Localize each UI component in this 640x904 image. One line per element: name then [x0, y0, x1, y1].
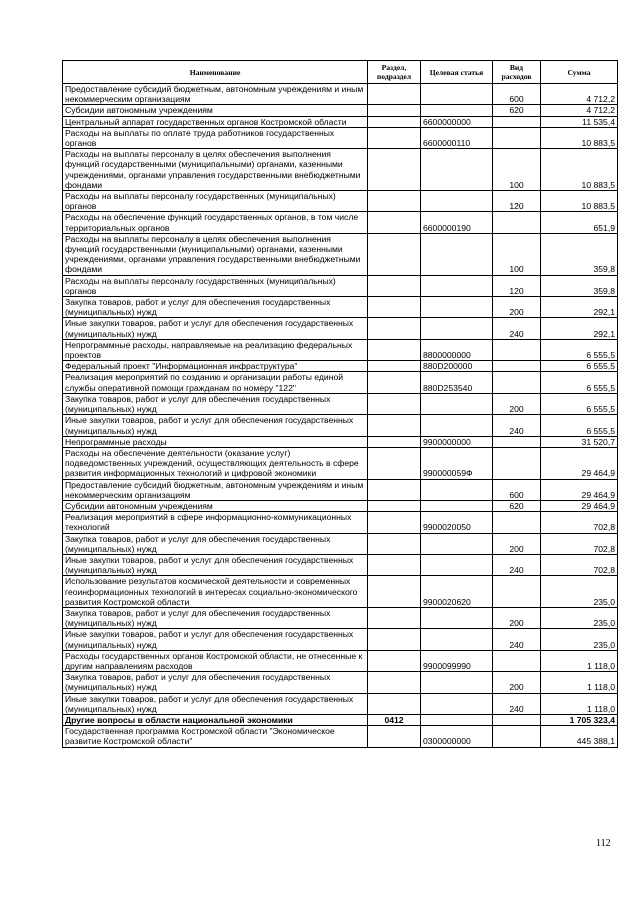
cell-target	[421, 693, 493, 714]
cell-section	[368, 726, 421, 747]
table-row	[63, 650, 618, 671]
cell-target	[421, 233, 493, 275]
cell-vid	[493, 576, 541, 608]
cell-sum: 10 883,5	[541, 127, 618, 148]
cell-vid: 240	[493, 693, 541, 714]
cell-target: 6600000110	[421, 127, 493, 148]
table-row	[63, 576, 618, 608]
cell-name: Иные закупки товаров, работ и услуг для обеспечения государственных (муниципальных) нужд	[63, 318, 368, 339]
cell-sum: 359,8	[541, 233, 618, 275]
cell-section	[368, 436, 421, 447]
cell-section	[368, 339, 421, 360]
table-row	[63, 339, 618, 360]
cell-vid: 200	[493, 607, 541, 628]
cell-target	[421, 533, 493, 554]
cell-target	[421, 607, 493, 628]
cell-vid	[493, 361, 541, 372]
cell-target	[421, 714, 493, 725]
cell-name: Закупка товаров, работ и услуг для обеспечения государственных (муниципальных) нужд	[63, 393, 368, 414]
table-row	[63, 149, 618, 191]
table-row	[63, 447, 618, 479]
cell-name: Государственная программа Костромской области "Экономическое развитие Костромской области"	[63, 726, 368, 747]
header-section: Раздел, подраздел	[368, 61, 421, 84]
cell-sum: 6 555,5	[541, 372, 618, 393]
table-row	[63, 607, 618, 628]
cell-section	[368, 512, 421, 533]
cell-target: 6600000190	[421, 212, 493, 233]
cell-sum: 235,0	[541, 576, 618, 608]
cell-target	[421, 318, 493, 339]
cell-name: Предоставление субсидий бюджетным, автономным учреждениям и иным некоммерческим организациям	[63, 479, 368, 500]
cell-vid: 600	[493, 479, 541, 500]
cell-sum: 4 712,2	[541, 84, 618, 105]
cell-section	[368, 500, 421, 511]
cell-section	[368, 607, 421, 628]
header-target: Целевая статья	[421, 61, 493, 84]
cell-name: Федеральный проект "Информационная инфраструктура"	[63, 361, 368, 372]
cell-target: 9900000000	[421, 436, 493, 447]
cell-target: 9900020050	[421, 512, 493, 533]
cell-vid: 200	[493, 393, 541, 414]
table-header-row	[63, 61, 618, 84]
cell-vid: 120	[493, 191, 541, 212]
table-row	[63, 512, 618, 533]
table-row	[63, 672, 618, 693]
cell-target	[421, 672, 493, 693]
cell-section	[368, 672, 421, 693]
cell-section	[368, 372, 421, 393]
cell-sum: 6 555,5	[541, 339, 618, 360]
cell-vid: 200	[493, 297, 541, 318]
table-row	[63, 212, 618, 233]
cell-sum: 6 555,5	[541, 415, 618, 436]
cell-vid: 240	[493, 629, 541, 650]
cell-name: Иные закупки товаров, работ и услуг для обеспечения государственных (муниципальных) нужд	[63, 693, 368, 714]
cell-name: Расходы на обеспечение деятельности (оказание услуг) подведомственных учреждений, осуществляющих деятельность в сфере развития информационных технологий и цифровой экономики	[63, 447, 368, 479]
table-row	[63, 415, 618, 436]
cell-sum: 10 883,5	[541, 191, 618, 212]
cell-sum: 29 464,9	[541, 447, 618, 479]
cell-section	[368, 127, 421, 148]
cell-section	[368, 318, 421, 339]
cell-section	[368, 650, 421, 671]
cell-sum: 702,8	[541, 533, 618, 554]
cell-target	[421, 191, 493, 212]
cell-sum: 29 464,9	[541, 500, 618, 511]
cell-name: Непрограммные расходы	[63, 436, 368, 447]
cell-section	[368, 116, 421, 127]
cell-sum: 1 118,0	[541, 693, 618, 714]
cell-name: Реализация мероприятий по созданию и организации работы единой службы оперативной помощи гражданам по номеру "122"	[63, 372, 368, 393]
cell-vid: 600	[493, 84, 541, 105]
table-row	[63, 479, 618, 500]
cell-name: Субсидии автономным учреждениям	[63, 105, 368, 116]
table-row	[63, 714, 618, 725]
cell-sum: 292,1	[541, 318, 618, 339]
cell-section	[368, 479, 421, 500]
cell-vid: 100	[493, 233, 541, 275]
cell-section	[368, 533, 421, 554]
cell-section	[368, 191, 421, 212]
cell-section: 0412	[368, 714, 421, 725]
table-row	[63, 500, 618, 511]
table-row	[63, 297, 618, 318]
cell-target: 0300000000	[421, 726, 493, 747]
table-row	[63, 318, 618, 339]
cell-name: Иные закупки товаров, работ и услуг для обеспечения государственных (муниципальных) нужд	[63, 554, 368, 575]
cell-section	[368, 447, 421, 479]
table-row	[63, 726, 618, 747]
header-name: Наименование	[63, 61, 368, 84]
cell-name: Расходы на обеспечение функций государственных органов, в том числе территориальных органов	[63, 212, 368, 233]
table-row	[63, 191, 618, 212]
table-row	[63, 693, 618, 714]
cell-sum: 1 118,0	[541, 672, 618, 693]
cell-vid	[493, 127, 541, 148]
cell-name: Иные закупки товаров, работ и услуг для обеспечения государственных (муниципальных) нужд	[63, 629, 368, 650]
cell-vid	[493, 512, 541, 533]
cell-sum: 445 388,1	[541, 726, 618, 747]
cell-sum: 651,9	[541, 212, 618, 233]
cell-vid: 620	[493, 500, 541, 511]
cell-sum: 10 883,5	[541, 149, 618, 191]
cell-name: Непрограммные расходы, направляемые на реализацию федеральных проектов	[63, 339, 368, 360]
cell-target	[421, 500, 493, 511]
cell-sum: 6 555,5	[541, 361, 618, 372]
cell-vid: 200	[493, 533, 541, 554]
cell-vid	[493, 372, 541, 393]
cell-sum: 4 712,2	[541, 105, 618, 116]
table-row	[63, 116, 618, 127]
cell-sum: 292,1	[541, 297, 618, 318]
cell-sum: 235,0	[541, 607, 618, 628]
table-row	[63, 533, 618, 554]
cell-vid	[493, 650, 541, 671]
budget-table	[62, 60, 618, 748]
cell-target	[421, 297, 493, 318]
cell-name: Закупка товаров, работ и услуг для обеспечения государственных (муниципальных) нужд	[63, 533, 368, 554]
table-row	[63, 629, 618, 650]
cell-name: Использование результатов космической деятельности и современных геоинформационных технологий в интересах социально-экономического развития Костромской области	[63, 576, 368, 608]
cell-name: Субсидии автономным учреждениям	[63, 500, 368, 511]
cell-target	[421, 415, 493, 436]
cell-name: Расходы государственных органов Костромской области, не отнесенные к другим направлениям расходов	[63, 650, 368, 671]
cell-sum: 702,8	[541, 512, 618, 533]
cell-vid: 240	[493, 415, 541, 436]
cell-target: 880D200000	[421, 361, 493, 372]
cell-vid	[493, 714, 541, 725]
table-row	[63, 105, 618, 116]
cell-vid: 200	[493, 672, 541, 693]
cell-vid	[493, 212, 541, 233]
table-row	[63, 372, 618, 393]
cell-target: 9900099990	[421, 650, 493, 671]
cell-target	[421, 84, 493, 105]
page-number: 112	[596, 838, 611, 849]
table-row	[63, 361, 618, 372]
cell-target: 990000059Ф	[421, 447, 493, 479]
cell-sum: 359,8	[541, 275, 618, 296]
cell-section	[368, 629, 421, 650]
header-sum: Сумма	[541, 61, 618, 84]
cell-name: Расходы на выплаты персоналу в целях обеспечения выполнения функций государственными (муниципальными) органами, казенными учреждениями, органами управления государственными внебюджетными фондами	[63, 233, 368, 275]
table-row	[63, 233, 618, 275]
cell-vid	[493, 726, 541, 747]
cell-target: 880D253540	[421, 372, 493, 393]
cell-sum: 1 118,0	[541, 650, 618, 671]
cell-section	[368, 415, 421, 436]
table-row	[63, 127, 618, 148]
cell-sum: 702,8	[541, 554, 618, 575]
cell-section	[368, 361, 421, 372]
cell-section	[368, 693, 421, 714]
cell-sum: 11 535,4	[541, 116, 618, 127]
cell-name: Расходы на выплаты персоналу государственных (муниципальных) органов	[63, 191, 368, 212]
cell-target: 9900020620	[421, 576, 493, 608]
cell-name: Расходы на выплаты персоналу государственных (муниципальных) органов	[63, 275, 368, 296]
cell-sum: 1 705 323,4	[541, 714, 618, 725]
cell-section	[368, 554, 421, 575]
table-body	[63, 84, 618, 748]
cell-target	[421, 479, 493, 500]
cell-target	[421, 629, 493, 650]
cell-name: Закупка товаров, работ и услуг для обеспечения государственных (муниципальных) нужд	[63, 297, 368, 318]
cell-target: 8800000000	[421, 339, 493, 360]
cell-vid: 120	[493, 275, 541, 296]
cell-name: Расходы на выплаты персоналу в целях обеспечения выполнения функций государственными (муниципальными) органами, казенными учреждениями, органами управления государственными внебюджетными фондами	[63, 149, 368, 191]
cell-name: Другие вопросы в области национальной экономики	[63, 714, 368, 725]
cell-vid	[493, 339, 541, 360]
cell-section	[368, 105, 421, 116]
cell-sum: 29 464,9	[541, 479, 618, 500]
cell-name: Центральный аппарат государственных органов Костромской области	[63, 116, 368, 127]
cell-section	[368, 297, 421, 318]
cell-target	[421, 554, 493, 575]
cell-section	[368, 393, 421, 414]
cell-name: Закупка товаров, работ и услуг для обеспечения государственных (муниципальных) нужд	[63, 672, 368, 693]
table-row	[63, 436, 618, 447]
cell-vid	[493, 447, 541, 479]
cell-name: Предоставление субсидий бюджетным, автономным учреждениям и иным некоммерческим организациям	[63, 84, 368, 105]
cell-sum: 6 555,5	[541, 393, 618, 414]
cell-vid	[493, 116, 541, 127]
cell-target	[421, 393, 493, 414]
cell-vid	[493, 436, 541, 447]
table-row	[63, 275, 618, 296]
cell-sum: 235,0	[541, 629, 618, 650]
cell-name: Расходы на выплаты по оплате труда работников государственных органов	[63, 127, 368, 148]
table-row	[63, 393, 618, 414]
header-vid: Вид расходов	[493, 61, 541, 84]
cell-name: Закупка товаров, работ и услуг для обеспечения государственных (муниципальных) нужд	[63, 607, 368, 628]
cell-target	[421, 275, 493, 296]
cell-sum: 31 520,7	[541, 436, 618, 447]
cell-name: Реализация мероприятий в сфере информационно-коммуникационных технологий	[63, 512, 368, 533]
cell-vid: 240	[493, 318, 541, 339]
cell-section	[368, 149, 421, 191]
cell-section	[368, 84, 421, 105]
table-row	[63, 84, 618, 105]
cell-target	[421, 105, 493, 116]
cell-vid: 620	[493, 105, 541, 116]
cell-section	[368, 275, 421, 296]
cell-section	[368, 576, 421, 608]
cell-name: Иные закупки товаров, работ и услуг для обеспечения государственных (муниципальных) нужд	[63, 415, 368, 436]
cell-target: 6600000000	[421, 116, 493, 127]
cell-section	[368, 212, 421, 233]
cell-vid: 240	[493, 554, 541, 575]
table-row	[63, 554, 618, 575]
cell-target	[421, 149, 493, 191]
cell-vid: 100	[493, 149, 541, 191]
cell-section	[368, 233, 421, 275]
